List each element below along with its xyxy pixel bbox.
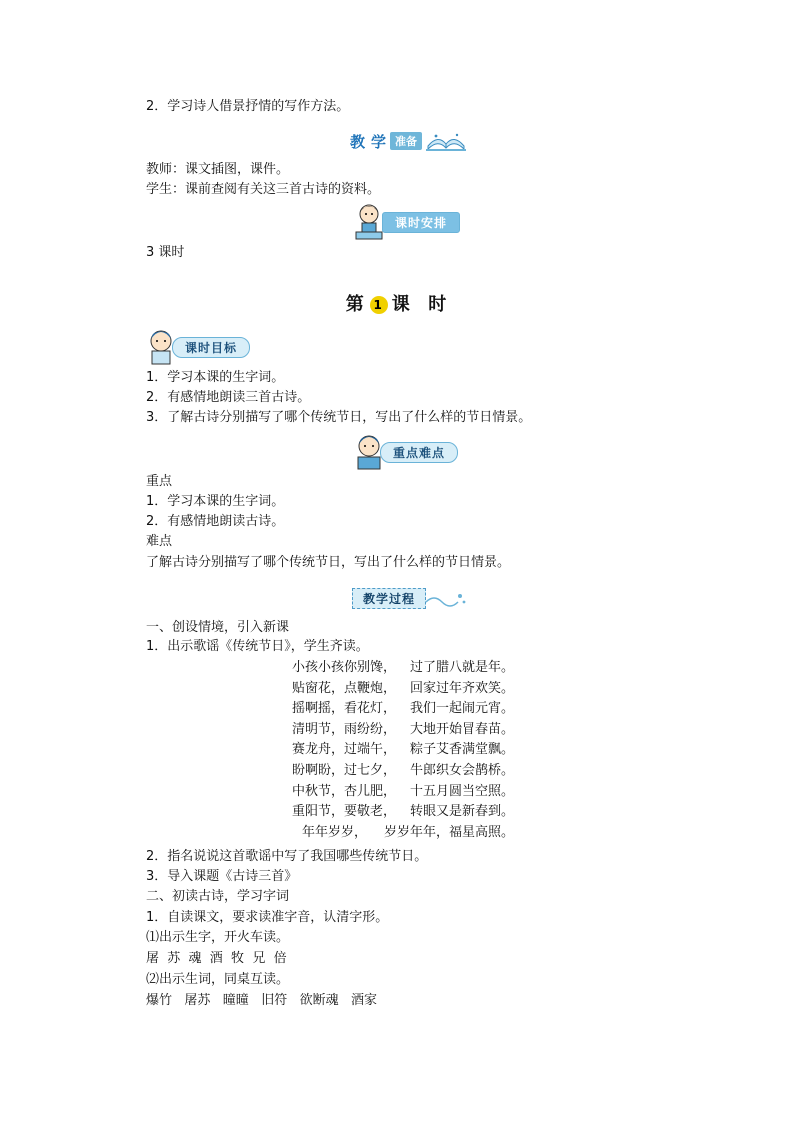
difficult-label: 难点 (146, 534, 173, 549)
schedule-text: 3 课时 (146, 245, 185, 260)
poem-line (292, 699, 514, 720)
schedule-badge-label: 课时安排 (382, 212, 460, 233)
poem-line (292, 740, 514, 761)
poem-block (292, 658, 514, 843)
process-step: 3．导入课题《古诗三首》 (146, 869, 298, 884)
prep-badge-tag: 准备 (390, 132, 422, 150)
poem-line-second: 十五月圆当空照。 (410, 783, 515, 799)
poem-line (292, 761, 514, 782)
prep-badge-char: 教 (350, 132, 366, 151)
poem-line-first: 贴窗花，点鞭炮， (292, 680, 397, 696)
process-step: 1．出示歌谣《传统节日》，学生齐读。 (146, 639, 369, 654)
poem-line-second: 大地开始冒春苗。 (410, 721, 515, 737)
poem-line (292, 720, 514, 741)
lesson-title-suffix: 课 时 (391, 294, 449, 315)
goal-item: 3．了解古诗分别描写了哪个传统节日，写出了什么样的节日情景。 (146, 410, 532, 425)
poem-line-first: 赛龙舟，过端午， (292, 742, 397, 758)
poem-line-second: 我们一起闹元宵。 (410, 701, 515, 717)
difficult-text: 了解古诗分别描写了哪个传统节日，写出了什么样的节日情景。 (146, 555, 511, 570)
poem-line (292, 802, 514, 823)
lesson-number-badge: 1 (370, 296, 388, 314)
goal-item: 1．学习本课的生字词。 (146, 370, 285, 385)
poem-line-second: 粽子艾香满堂飘。 (410, 742, 515, 758)
poem-line (292, 782, 514, 803)
key-label: 重点 (146, 474, 173, 489)
prep-teacher: 教师：课文插图，课件。 (146, 162, 290, 177)
process-section-2: 二、初读古诗，学习字词 (146, 889, 290, 904)
poem-line-second: 岁岁年年，福星高照。 (384, 824, 515, 840)
poem-line-first: 重阳节，要敬老， (292, 804, 397, 820)
poem-line-first: 小孩小孩你别馋， (292, 660, 397, 675)
process-substep: ⑵出示生词，同桌互读。 (146, 972, 290, 987)
poem-line (292, 679, 514, 700)
poem-line-second: 回家过年齐欢笑。 (410, 680, 515, 696)
process-section-1: 一、创设情境，引入新课 (146, 620, 290, 635)
schedule-badge (354, 202, 460, 242)
poem-line-second: 过了腊八就是年。 (410, 660, 515, 675)
poem-line-second: 牛郎织女会鹊桥。 (410, 762, 515, 778)
teaching-prep-badge (350, 130, 468, 152)
lesson-goals-label: 课时目标 (172, 337, 250, 358)
key-item: 2．有感情地朗读古诗。 (146, 514, 285, 529)
process-step: 1．自读课文，要求读准字音，认清字形。 (146, 910, 389, 925)
poem-line (292, 823, 514, 844)
key-difficult-label: 重点难点 (380, 442, 458, 463)
book-icon (424, 130, 468, 152)
poem-line-first: 摇啊摇，看花灯， (292, 701, 397, 717)
process-substep: ⑴出示生字，开火车读。 (146, 930, 290, 945)
poem-line-second: 转眼又是新春到。 (410, 804, 515, 820)
key-difficult-badge (354, 433, 458, 471)
lesson-title-prefix: 第 (345, 294, 366, 315)
cartoon-kid-icon (354, 202, 384, 242)
goal-item: 2．有感情地朗读三首古诗。 (146, 390, 311, 405)
poem-line-first: 盼啊盼，过七夕， (292, 762, 397, 778)
key-item: 1．学习本课的生字词。 (146, 494, 285, 509)
process-step: 2．指名说说这首歌谣中写了我国哪些传统节日。 (146, 849, 428, 864)
poem-line (292, 658, 514, 679)
objective-item: 2．学习诗人借景抒情的写作方法。 (146, 99, 350, 114)
teaching-process-label: 教学过程 (352, 588, 426, 609)
lesson-title (0, 290, 794, 316)
lesson-goals-badge (146, 328, 250, 366)
new-words: 爆竹 屠苏 曈曈 旧符 欲断魂 酒家 (146, 993, 377, 1008)
prep-badge-char: 学 (371, 132, 387, 151)
teaching-process-badge (352, 588, 466, 609)
poem-line-first: 中秋节，杏儿肥， (292, 783, 397, 799)
new-characters: 屠 苏 魂 酒 牧 兄 倍 (146, 951, 287, 966)
wave-decoration-icon (426, 590, 466, 608)
poem-line-first: 年年岁岁， (302, 824, 368, 840)
poem-line-first: 清明节，雨纷纷， (292, 721, 397, 737)
prep-student: 学生：课前查阅有关这三首古诗的资料。 (146, 182, 381, 197)
